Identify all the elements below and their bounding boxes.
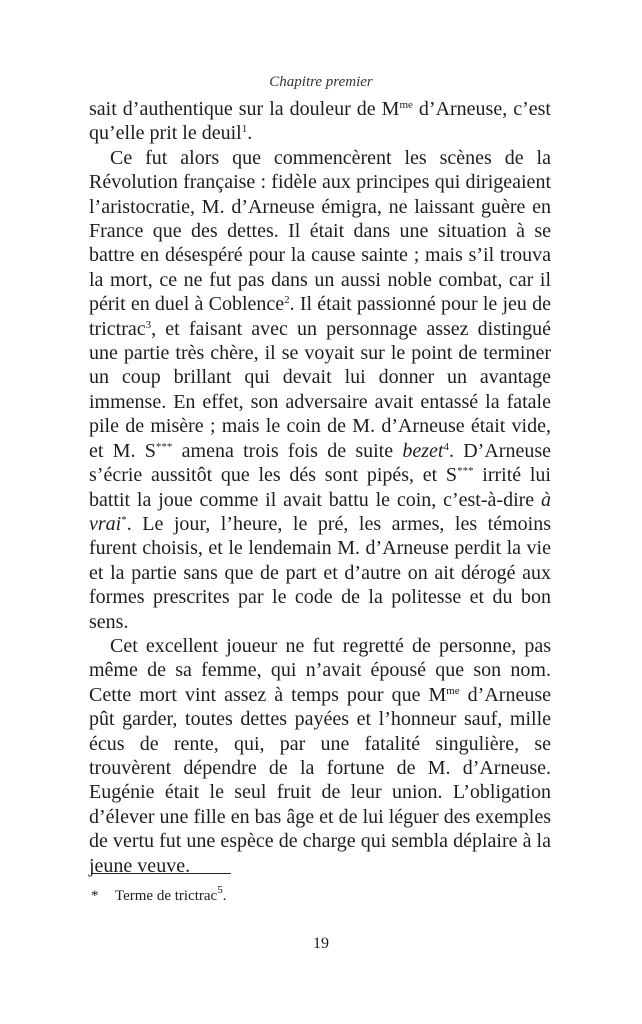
text-run: , et faisant avec un personnage assez distingué une partie très chère, il se voyait sur le point de terminer un coup brillant qui devait lui donner un avantage immense. En effet, son adversaire avait entassé la fatale pile de misère ; mais le coin de M. d’Arneuse était vide, et M. S bbox=[89, 317, 551, 462]
note-reference: 3 bbox=[145, 318, 152, 331]
text-run: sait d’authentique sur la douleur de M bbox=[89, 98, 400, 120]
note-reference: me bbox=[446, 684, 460, 697]
text-run: Cet excellent joueur ne fut regretté de personne, pas même de sa femme, qui n’avait épousé que son nom. Cette mort vint assez à temps pour que M bbox=[89, 634, 551, 706]
text-run: amena trois fois de suite bbox=[172, 439, 403, 462]
page-number: 19 bbox=[313, 935, 329, 952]
footnote-note-ref: 5 bbox=[217, 884, 223, 896]
text-run: . D’Arneuse s’écrie aussitôt que les dés sont pipés, et S bbox=[89, 439, 551, 487]
text-run: irrité lui battit la joue comme il avait battu le coin, c’est-à-dire bbox=[89, 464, 551, 511]
text-run: . Le jour, l’heure, le pré, les armes, les témoins furent choisis, et le lendemain M. d’Arneuse perdit la vie et la partie sans que de part et d’autre on ait dérogé aux formes prescrites par le code de la politesse et du bon sens. bbox=[89, 512, 551, 633]
running-head: Chapitre premier bbox=[269, 74, 373, 90]
text-run: . Il était passionné pour le jeu de trictrac bbox=[89, 293, 551, 340]
text-run: d’Arneuse pût garder, toutes dettes payées et l’honneur sauf, mille écus de rente, qui, par une fatalité singulière, se trouvèrent dépendre de la fortune de M. d’Arneuse. Eugénie était le seul fruit de leur union. L’obligation d’élever une fille en bas âge et de lui léguer des exemples de vertu fut une espèce de charge qui sembla déplaire à la jeune veuve. bbox=[89, 683, 551, 877]
paragraph-3 bbox=[89, 634, 551, 878]
note-reference: * bbox=[121, 513, 127, 526]
footnote-end: . bbox=[222, 888, 227, 904]
note-reference: me bbox=[399, 99, 413, 111]
text-run: Ce fut alors que commencèrent les scènes de la Révolution française : fidèle aux principes qui dirigeaient l’aristocratie, M. d’Arneuse émigra, ne laissant guère en France que des dettes. Il était dans une situation à se battre en désespéré pour la cause sainte ; mais s’il trouva la mort, ce ne fut pas dans un aussi noble combat, car il périt en duel à Coblence bbox=[89, 146, 551, 316]
footnote bbox=[91, 886, 226, 906]
note-reference: *** bbox=[457, 465, 474, 478]
footnote-text: Terme de trictrac bbox=[115, 888, 218, 904]
text-run: d’Arneuse, c’est qu’elle prit le deuil bbox=[89, 98, 551, 145]
note-reference: 4 bbox=[443, 440, 449, 453]
paragraph-2 bbox=[89, 146, 551, 634]
italic-term: bezet bbox=[402, 439, 444, 462]
note-reference: *** bbox=[155, 440, 173, 453]
text-run: . bbox=[247, 122, 253, 145]
footnote-rule bbox=[91, 873, 231, 874]
note-reference: 2 bbox=[284, 294, 290, 307]
note-reference: 1 bbox=[241, 123, 248, 136]
italic-term: à vrai bbox=[89, 488, 551, 535]
paragraph-1 bbox=[89, 97, 551, 146]
footnote-marker: * bbox=[91, 888, 99, 904]
body-text bbox=[89, 97, 551, 878]
